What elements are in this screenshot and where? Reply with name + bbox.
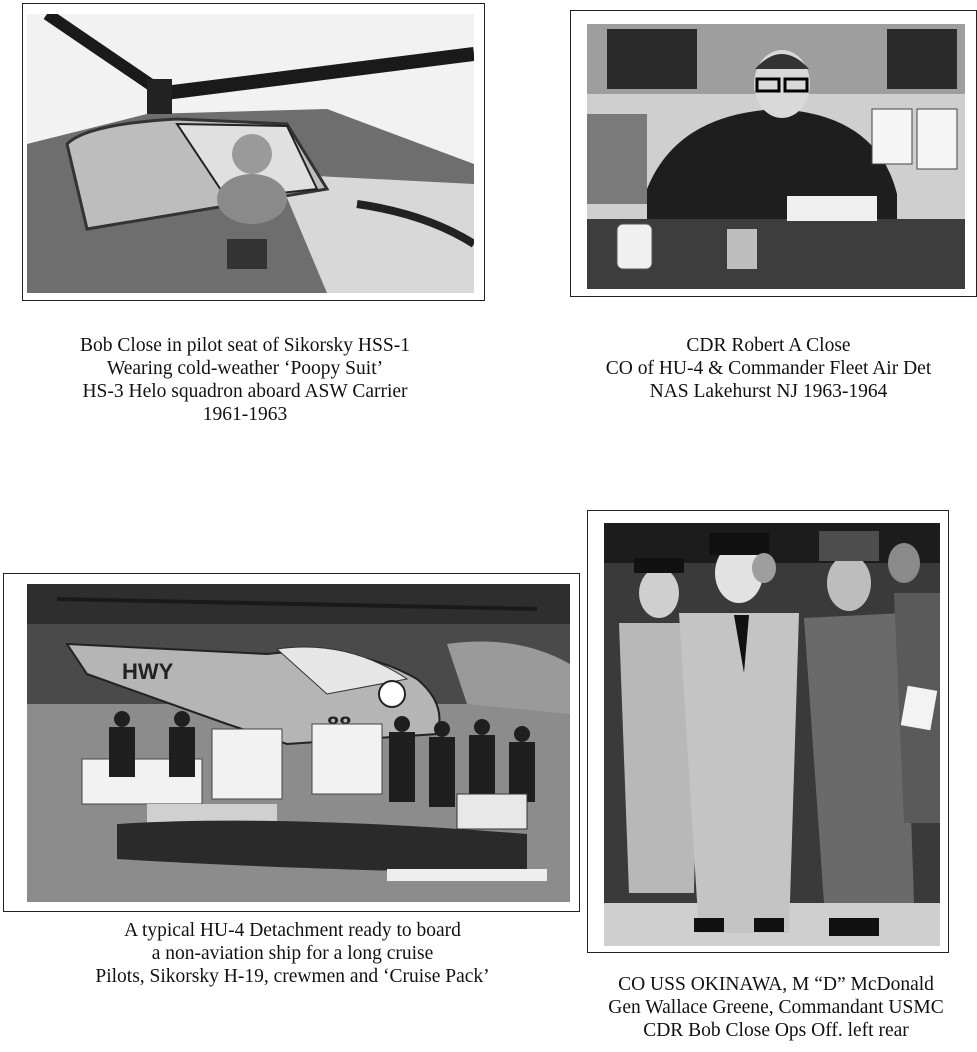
tail-code-text: HWY xyxy=(122,659,174,684)
caption-line: Gen Wallace Greene, Commandant USMC xyxy=(608,997,944,1018)
caption-officers-general xyxy=(556,973,977,1042)
caption-line: CO USS OKINAWA, M “D” McDonald xyxy=(618,974,934,995)
caption-line: CO of HU-4 & Commander Fleet Air Det xyxy=(605,358,932,379)
caption-line: Bob Close in pilot seat of Sikorsky HSS-1 xyxy=(80,335,410,356)
caption-line: HS-3 Helo squadron aboard ASW Carrier xyxy=(82,381,408,402)
caption-line: a non-aviation ship for a long cruise xyxy=(151,943,434,964)
caption-line: A typical HU-4 Detachment ready to board xyxy=(124,920,461,941)
caption-line: CDR Bob Close Ops Off. left rear xyxy=(643,1020,909,1041)
caption-pilot-cockpit xyxy=(10,334,480,426)
caption-line: 1961-1963 xyxy=(202,404,288,425)
caption-line: NAS Lakehurst NJ 1963-1964 xyxy=(649,381,888,402)
caption-line: Pilots, Sikorsky H-19, crewmen and ‘Cruise Pack’ xyxy=(95,966,490,987)
caption-detachment xyxy=(0,919,585,988)
photo-pilot-in-cockpit xyxy=(27,14,474,293)
caption-officer-desk xyxy=(560,334,977,403)
photo-hu4-detachment xyxy=(27,584,570,902)
caption-line: Wearing cold-weather ‘Poopy Suit’ xyxy=(106,358,384,379)
photo-officers-and-general xyxy=(604,523,940,946)
photo-officer-at-desk xyxy=(587,24,965,289)
caption-line: CDR Robert A Close xyxy=(686,335,851,356)
